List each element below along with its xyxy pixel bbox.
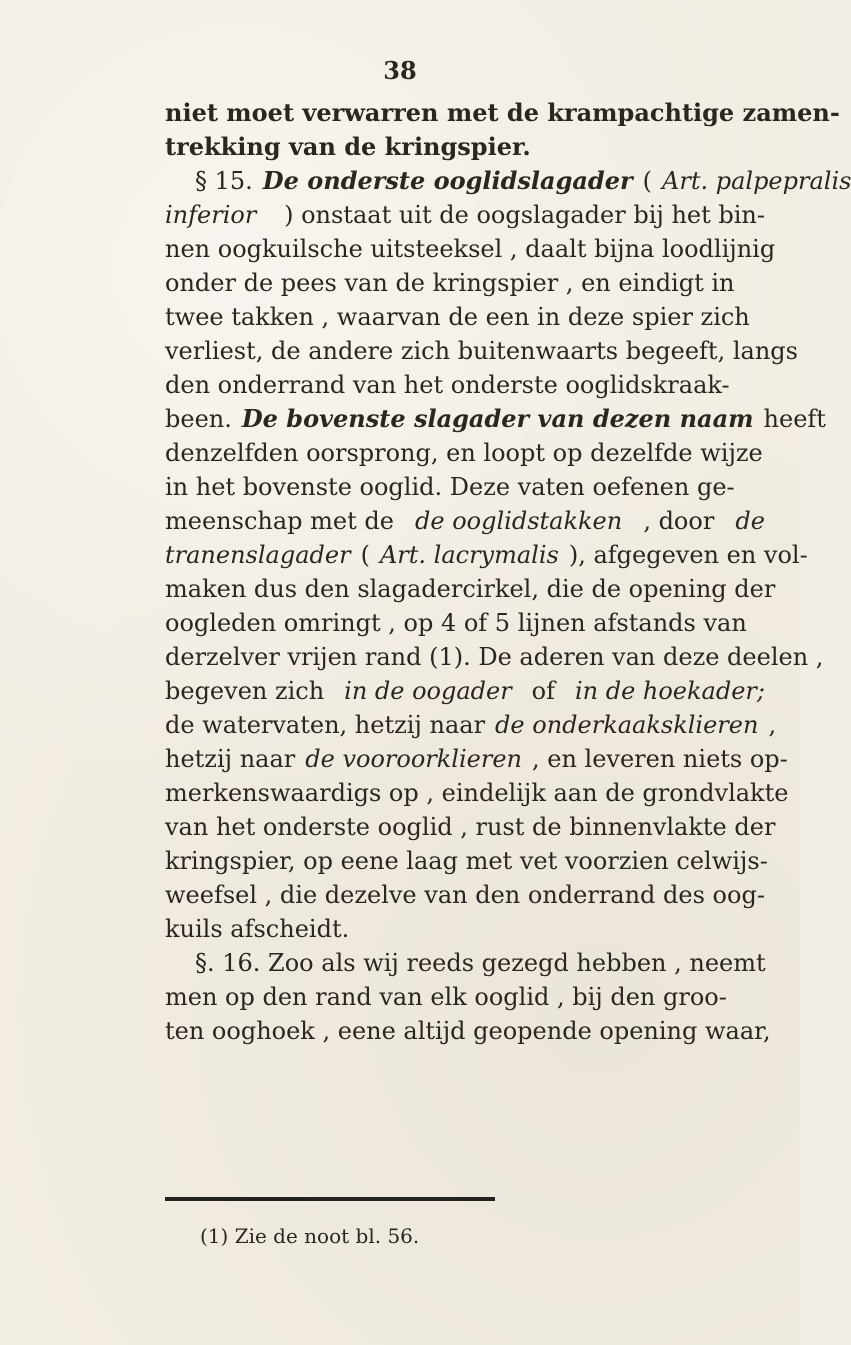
text-line bbox=[195, 946, 765, 980]
text-line bbox=[165, 368, 765, 402]
text-segment: heeft bbox=[763, 405, 826, 433]
text-segment: § 15. bbox=[195, 167, 253, 195]
text-segment: §. 16. Zoo als wij reeds gezegd hebben , neemt bbox=[195, 949, 766, 977]
text-segment: denzelfden oorsprong, en loopt op dezelfde wijze bbox=[165, 439, 763, 467]
text-segment: , en leveren niets op- bbox=[531, 745, 788, 773]
text-segment: kuils afscheidt. bbox=[165, 915, 350, 943]
text-segment: trekking van de kringspier. bbox=[165, 132, 531, 161]
text-segment: ten ooghoek , eene altijd geopende opening waar, bbox=[165, 1017, 771, 1045]
text-segment: kringspier, op eene laag met vet voorzien celwijs- bbox=[165, 847, 768, 875]
text-line bbox=[165, 300, 765, 334]
text-segment: men op den rand van elk ooglid , bij den groo- bbox=[165, 983, 727, 1011]
text-segment: maken dus den slagadercirkel, die de opening der bbox=[165, 575, 776, 603]
text-segment: de watervaten, hetzij naar bbox=[165, 711, 486, 739]
text-segment: been. bbox=[165, 405, 232, 433]
text-line bbox=[165, 742, 788, 776]
text-line bbox=[165, 198, 765, 232]
text-line bbox=[165, 572, 776, 606]
text-line bbox=[165, 640, 824, 674]
text-segment: hetzij naar bbox=[165, 745, 296, 773]
footnote-divider bbox=[165, 1197, 495, 1201]
text-line bbox=[165, 844, 768, 878]
text-segment: ( bbox=[642, 167, 653, 195]
text-line bbox=[165, 674, 765, 708]
text-segment: derzelver vrijen rand (1). De aderen van deze deelen , bbox=[165, 643, 824, 671]
text-segment: in de hoekader; bbox=[574, 677, 765, 705]
text-segment: den onderrand van het onderste ooglidskraak- bbox=[165, 371, 730, 399]
text-line bbox=[165, 334, 798, 368]
text-segment: van het onderste ooglid , rust de binnenvlakte der bbox=[165, 813, 776, 841]
text-segment: Art. lacrymalis bbox=[379, 541, 559, 569]
text-segment: ) onstaat uit de oogslagader bij het bin- bbox=[284, 201, 765, 229]
text-segment: de onderkaaksklieren bbox=[495, 711, 759, 739]
text-line bbox=[165, 912, 765, 946]
text-segment: meenschap met de bbox=[165, 507, 394, 535]
text-line bbox=[165, 402, 826, 436]
text-segment: ( bbox=[360, 541, 370, 569]
text-segment: inferior bbox=[165, 201, 257, 229]
text-segment: Art. palpepralis bbox=[662, 167, 851, 195]
text-line bbox=[165, 96, 840, 130]
text-segment: niet moet verwarren met de krampachtige zamen- bbox=[165, 98, 840, 127]
text-line bbox=[165, 606, 765, 640]
page-number: 38 bbox=[383, 56, 417, 85]
text-line bbox=[165, 470, 765, 504]
text-line bbox=[165, 538, 808, 572]
text-line bbox=[165, 810, 776, 844]
text-line bbox=[165, 980, 765, 1014]
text-line bbox=[165, 878, 765, 912]
text-line bbox=[195, 164, 851, 198]
text-segment: ), afgegeven en vol- bbox=[568, 541, 808, 569]
text-segment: verliest, de andere zich buitenwaarts begeeft, langs bbox=[165, 337, 798, 365]
text-line bbox=[165, 708, 777, 742]
text-segment: onder de pees van de kringspier , en eindigt in bbox=[165, 269, 735, 297]
text-line bbox=[165, 232, 776, 266]
text-line bbox=[165, 1014, 771, 1048]
text-segment: de ooglidstakken bbox=[415, 507, 623, 535]
text-segment: of bbox=[531, 677, 555, 705]
text-segment: oogleden omringt , op 4 of 5 lijnen afstands van bbox=[165, 609, 747, 637]
text-line bbox=[165, 436, 765, 470]
text-segment: tranenslagader bbox=[165, 541, 351, 569]
text-segment: De bovenste slagader van dezen naam bbox=[241, 404, 754, 433]
text-segment: nen oogkuilsche uitsteeksel , daalt bijna loodlijnig bbox=[165, 235, 776, 263]
text-segment: in de oogader bbox=[344, 677, 512, 705]
text-segment: De onderste ooglidslagader bbox=[262, 166, 633, 195]
text-segment: de vooroorklieren bbox=[305, 745, 522, 773]
text-segment: de bbox=[735, 507, 765, 535]
text-segment: , bbox=[768, 711, 777, 739]
text-line bbox=[165, 130, 765, 164]
text-segment: begeven zich bbox=[165, 677, 325, 705]
text-segment: twee takken , waarvan de een in deze spier zich bbox=[165, 303, 750, 331]
text-line bbox=[165, 504, 765, 538]
text-segment: in het bovenste ooglid. Deze vaten oefenen ge- bbox=[165, 473, 735, 501]
text-line bbox=[165, 266, 765, 300]
text-segment: weefsel , die dezelve van den onderrand des oog- bbox=[165, 881, 765, 909]
text-segment: , door bbox=[643, 507, 715, 535]
text-line bbox=[165, 776, 789, 810]
text-segment: merkenswaardigs op , eindelijk aan de grondvlakte bbox=[165, 779, 789, 807]
footnote: (1) Zie de noot bl. 56. bbox=[200, 1224, 420, 1248]
